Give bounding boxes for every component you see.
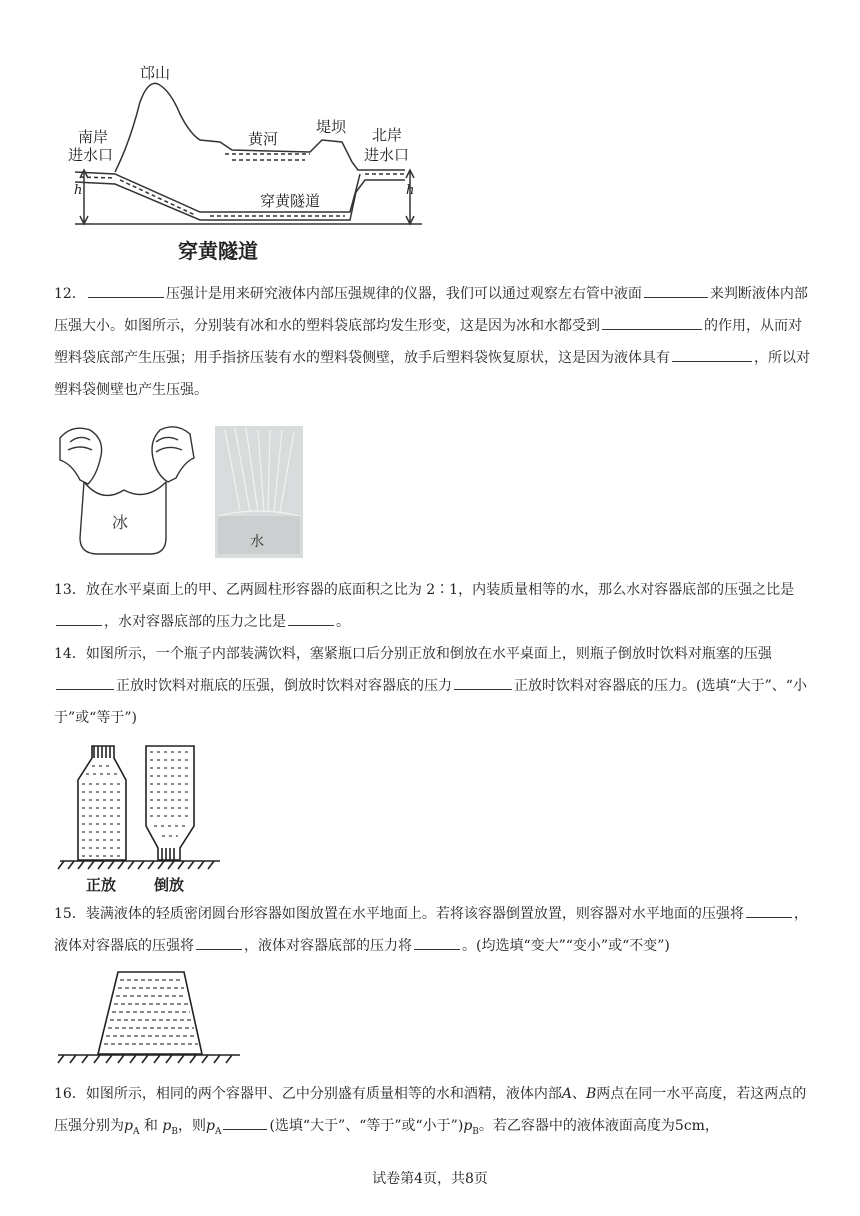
q16-pA-symbol-2: p <box>205 1118 215 1134</box>
q13-blank-2[interactable] <box>288 607 334 626</box>
q14-text-4: 正放时饮料对容器底的压力。(选填“大 <box>514 678 751 694</box>
page-footer: 试卷第4页，共8页 <box>372 1171 488 1187</box>
q12-blank-2[interactable] <box>644 279 708 298</box>
label-north-1: 北岸 <box>372 126 403 144</box>
q13-text-2: 比是 <box>766 582 795 598</box>
q14-text-3: 正放时饮料对瓶底的压强，倒放时饮料对容器底的压力 <box>116 678 452 694</box>
ice-label: 冰 <box>112 513 129 532</box>
label-dam: 堤坝 <box>316 118 347 136</box>
frustum-diagram <box>54 966 244 1066</box>
q16-text-1b: 两点在同一水平高度，若 <box>596 1086 751 1102</box>
q16-text-1a: 如图所示，相同的两个容器甲、乙中分别盛有质量相等的水和酒精，液体内部 <box>85 1086 562 1102</box>
q13-text-1: 放在水平桌面上的甲、乙两圆柱形容器的底面积之比为 2∶1，内装质量相等的水，那么水对容器底部的压强之 <box>85 582 767 598</box>
q12-number: 12． <box>54 286 86 302</box>
label-mang: 邙山 <box>140 64 171 82</box>
q13-text-4: 。 <box>336 614 350 630</box>
q15-blank-3[interactable] <box>414 931 460 950</box>
q14-blank-1[interactable] <box>56 671 114 690</box>
q13-blank-1[interactable] <box>56 607 102 626</box>
q16-pA-sub-2: A <box>214 1126 222 1137</box>
bottles-diagram <box>56 740 226 896</box>
q14-text-1: 如图所示，一个瓶子内部装满饮料，塞紧瓶口后分别正放和倒放在水平桌面上，则瓶子倒放时饮料对瓶塞的压 <box>85 646 758 662</box>
q16-text-2b: (选填“大于”、“等于”或“小于”) <box>269 1118 464 1134</box>
question-14 <box>54 638 814 734</box>
q15-text-1: 装满液体的轻质密闭圆台形容器如图放置在水平地面上。若将该容器倒置放置，则容器对水平地面的压强将 <box>85 906 744 922</box>
q16-and: 和 <box>139 1118 163 1134</box>
q14-text-5: 于”、“小于”或“等于”) <box>54 678 807 726</box>
q16-sep: 、 <box>571 1086 586 1102</box>
label-south-1: 南岸 <box>78 128 109 146</box>
q12-text-6: ，所以对塑料袋侧壁也产生压强。 <box>54 350 810 398</box>
q15-text-2: ，液体对容器底的压强将 <box>54 906 808 954</box>
q15-blank-1[interactable] <box>746 899 792 918</box>
q16-pA-symbol: p <box>124 1118 133 1134</box>
tunnel-caption: 穿黄隧道 <box>178 239 258 263</box>
q16-pB-sub: B <box>171 1126 178 1137</box>
q14-number: 14． <box>54 646 86 662</box>
q16-text-2a: 这两点的压强分别为 <box>54 1086 807 1134</box>
question-16 <box>54 1078 814 1148</box>
tunnel-figure <box>60 62 430 272</box>
label-h-right: h <box>406 183 415 198</box>
upright-label: 正放 <box>86 876 117 894</box>
q12-blank-3[interactable] <box>602 311 702 330</box>
q16-pB-symbol: p <box>162 1118 172 1134</box>
q12-text-2: 来判断液 <box>709 286 766 302</box>
bags-figure <box>50 420 310 560</box>
label-south-2: 进水口 <box>68 146 114 164</box>
q16-pB-sub-2: B <box>472 1126 479 1137</box>
water-label: 水 <box>250 534 264 550</box>
q12-text-4: 的 <box>704 318 718 334</box>
bottles-figure <box>56 740 226 896</box>
question-15 <box>54 898 814 962</box>
inverted-label: 倒放 <box>154 876 185 894</box>
q15-text-3: ，液体对容器底部的压力将 <box>244 938 412 954</box>
q12-text-5: 作用，从而对塑料袋底部产生压强；用手指挤压装有水的塑料袋侧壁，放手后塑料袋恢复原状，这是因为液体具有 <box>54 318 802 366</box>
q14-text-2: 强 <box>757 646 772 662</box>
label-h-left: h <box>74 183 83 198</box>
q14-blank-2[interactable] <box>454 671 512 690</box>
label-north-2: 进水口 <box>364 146 410 164</box>
label-river: 黄河 <box>248 130 279 148</box>
tunnel-diagram <box>60 62 430 272</box>
q15-number: 15． <box>54 906 86 922</box>
q12-blank-1[interactable] <box>88 279 164 298</box>
bags-diagram <box>50 420 310 560</box>
q15-blank-2[interactable] <box>196 931 242 950</box>
q12-text-3: 体内部压强大小。如图所示，分别装有冰和水的塑料袋底部均发生形变，这是因为冰和水都受到 <box>54 286 808 334</box>
q16-point-a: A <box>561 1086 572 1102</box>
q16-pB-symbol-2: p <box>463 1118 473 1134</box>
q13-text-3: ，水对容器底部的压力之比是 <box>104 614 286 630</box>
q16-blank-1[interactable] <box>223 1111 267 1130</box>
question-12 <box>54 278 814 406</box>
question-13 <box>54 574 814 638</box>
q16-number: 16． <box>54 1086 86 1102</box>
frustum-figure <box>54 966 244 1066</box>
q16-comma: ，则 <box>177 1118 206 1134</box>
q12-blank-4[interactable] <box>672 343 752 362</box>
q16-point-b: B <box>585 1086 597 1102</box>
q12-text-1: 压强计是用来研究液体内部压强规律的仪器，我们可以通过观察左右管中液面 <box>165 286 642 302</box>
label-tunnel: 穿黄隧道 <box>260 192 321 210</box>
q16-pA-sub: A <box>132 1126 140 1137</box>
q13-number: 13． <box>54 582 86 598</box>
q16-text-2c: 。若乙容器中的液体液面高度为5cm， <box>478 1118 719 1134</box>
q15-text-4: 。(均选填“变大”“变小”或“不变”) <box>462 938 670 954</box>
